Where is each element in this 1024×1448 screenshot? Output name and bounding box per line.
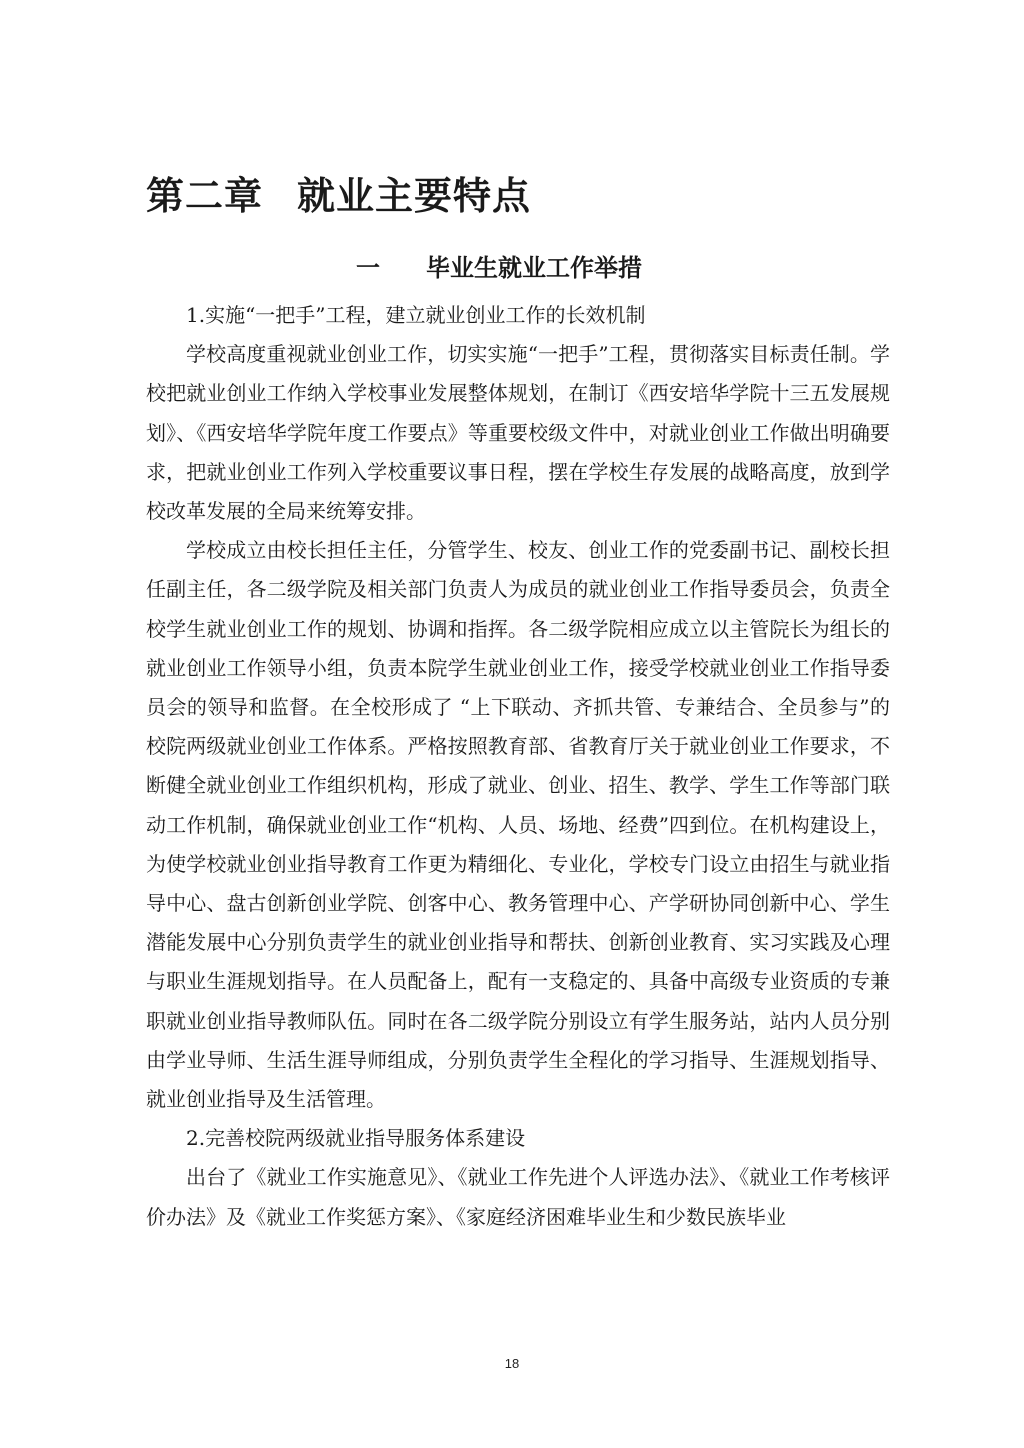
paragraph-3: 出台了《就业工作实施意见》、《就业工作先进个人评选办法》、《就业工作考核评价办法》及《就业工作奖惩方案》、《家庭经济困难毕业生和少数民族毕业 xyxy=(146,1165,890,1229)
section-heading: 毕业生就业工作举措 xyxy=(426,254,642,282)
chapter-heading: 就业主要特点 xyxy=(297,174,532,218)
chapter-label: 第二章 xyxy=(146,174,264,218)
body-text xyxy=(146,296,890,1237)
paragraph-2: 学校成立由校长担任主任，分管学生、校友、创业工作的党委副书记、副校长担任副主任，各二级学院及相关部门负责人为成员的就业创业工作指导委员会，负责全校学生就业创业工作的规划、协调和指挥。各二级学院相应成立以主管院长为组长的就业创业工作领导小组，负责本院学生就业创业工作，接受学校就业创业工作指导委员会的领导和监督。在全校形成了 “上下联动、齐抓共管、专兼结合、全员参与”的校院两级就业创业工作体系。严格按照教育部、省教育厅关于就业创业工作要求，不断健全就业创业工作组织机构，形成了就业、创业、招生、教学、学生工作等部门联动工作机制，确保就业创业工作“机构、人员、场地、经费”四到位。在机构建设上，为使学校就业创业指导教育工作更为精细化、专业化，学校专门设立由招生与就业指导中心、盘古创新创业学院、创客中心、教务管理中心、产学研协同创新中心、学生潜能发展中心分别负责学生的就业创业指导和帮扶、创新创业教育、实习实践及心理与职业生涯规划指导。在人员配备上，配有一支稳定的、具备中高级专业资质的专兼职就业创业指导教师队伍。同时在各二级学院分别设立有学生服务站，站内人员分别由学业导师、生活生涯导师组成，分别负责学生全程化的学习指导、生涯规划指导、就业创业指导及生活管理。 xyxy=(146,538,890,1112)
subheading-1: 1.实施“一把手”工程，建立就业创业工作的长效机制 xyxy=(186,303,646,327)
section-title xyxy=(356,250,642,286)
page-number: 18 xyxy=(504,1356,520,1371)
paragraph-1: 学校高度重视就业创业工作，切实实施“一把手”工程，贯彻落实目标责任制。学校把就业创业工作纳入学校事业发展整体规划，在制订《西安培华学院十三五发展规划》、《西安培华学院年度工作要点》等重要校级文件中，对就业创业工作做出明确要求，把就业创业工作列入学校重要议事日程，摆在学校生存发展的战略高度，放到学校改革发展的全局来统筹安排。 xyxy=(146,342,890,524)
section-number: 一 xyxy=(356,254,380,282)
chapter-title xyxy=(146,168,531,224)
subheading-2: 2.完善校院两级就业指导服务体系建设 xyxy=(186,1126,526,1151)
